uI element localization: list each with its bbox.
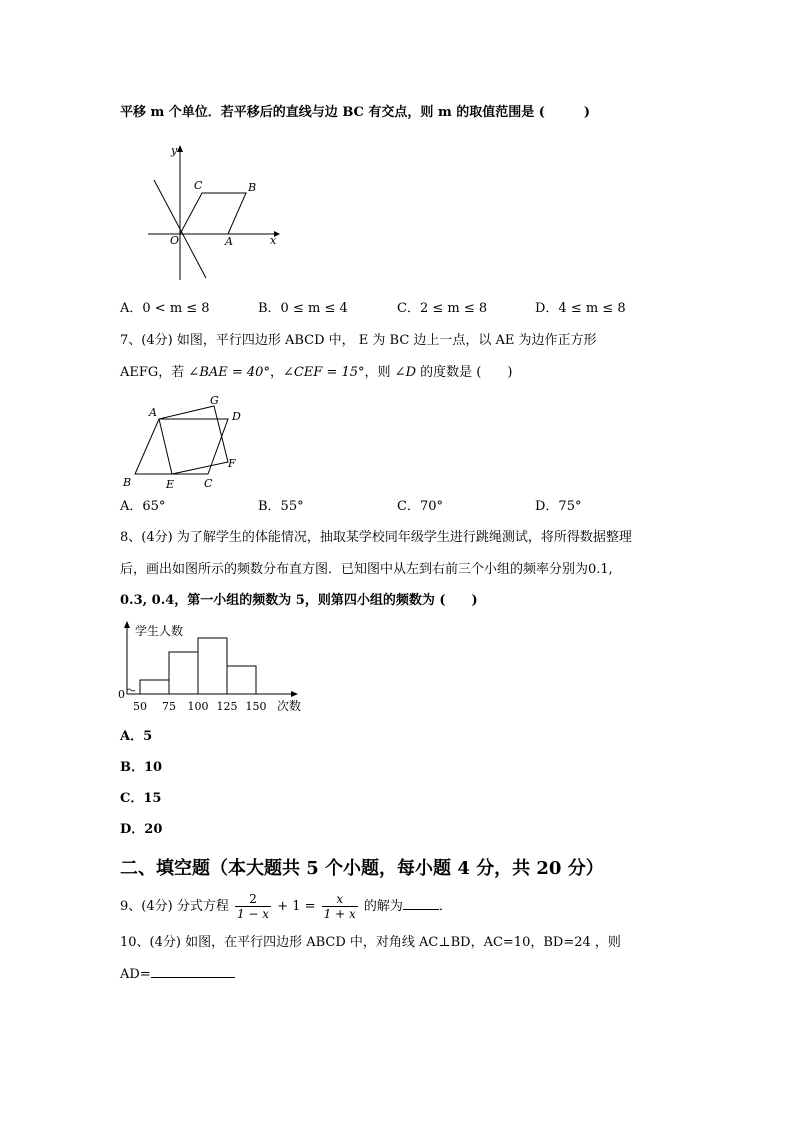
q6-y-axis-arrow [177, 145, 183, 152]
q7-label-f: F [228, 457, 236, 470]
q7-option-b[interactable]: B．55° [258, 499, 304, 514]
q7-label-a: A [149, 406, 157, 419]
q7-angle-bae: ∠BAE = 40° [188, 365, 270, 380]
q9-middle: + 1 = [277, 899, 316, 914]
q9-fraction-1 [235, 892, 271, 921]
q7-angle-cef: ∠CEF = 15° [282, 365, 365, 380]
q9-suffix: 的解为 [363, 899, 403, 914]
q8-option-b[interactable]: B．10 [120, 760, 163, 775]
q6-label-x: x [270, 234, 277, 247]
q8-stem-line-3: 0.3, 0.4，第一小组的频数为 5，则第四小组的频数为 ( ) [120, 593, 478, 608]
q7-option-d[interactable]: D．75° [535, 499, 582, 514]
q10-answer-blank[interactable] [151, 977, 235, 978]
q9-frac1-denominator: 1 − x [236, 907, 270, 921]
q7-stem-line-2 [120, 364, 512, 382]
q6-stem-line: 平移 m 个单位．若平移后的直线与边 BC 有交点，则 m 的取值范围是 ( ) [120, 105, 591, 120]
q7-line2-b: ，则 [364, 365, 395, 380]
q7-label-d: D [232, 410, 241, 423]
q6-label-b: B [248, 181, 257, 194]
q9-prefix: 9、(4分) 分式方程 [120, 899, 229, 914]
histogram-tick-label: 50 [133, 700, 147, 713]
q6-option-c[interactable]: C．2 ≤ m ≤ 8 [397, 301, 488, 316]
histogram-bar-4 [227, 666, 256, 694]
q7-line2-sep: ， [269, 365, 283, 380]
q8-x-axis-label: 次数 [277, 699, 302, 713]
q8-y-axis-arrow [124, 621, 130, 628]
q9-fraction-2 [322, 892, 358, 921]
q6-option-d[interactable]: D．4 ≤ m ≤ 8 [535, 301, 626, 316]
q8-y-axis-label: 学生人数 [135, 624, 184, 638]
q6-label-o: O [170, 234, 180, 247]
q8-option-d[interactable]: D．20 [120, 822, 163, 837]
q9-answer-blank[interactable] [403, 909, 439, 910]
q8-stem-line-2: 后，画出如图所示的频数分布直方图．已知图中从左到右前三个小组的频率分别为0.1, [120, 562, 613, 577]
q7-label-b: B [123, 476, 132, 489]
q8-option-c[interactable]: C．15 [120, 791, 162, 806]
q7-line2-a: AEFG，若 [120, 365, 189, 380]
q9-end: ． [438, 899, 452, 914]
q9-frac2-denominator: 1 + x [323, 907, 356, 921]
q7-parallelogram-square-figure [118, 392, 253, 492]
q6-label-c: C [194, 179, 203, 192]
q7-square-aefg [159, 406, 228, 474]
q7-parallelogram-abcd [135, 419, 228, 474]
q10-ad-label: AD= [120, 967, 151, 982]
histogram-tick-label: 100 [187, 700, 209, 713]
q6-coordinate-figure [140, 140, 290, 285]
histogram-tick-label: 150 [245, 700, 267, 713]
q8-origin-label: 0 [118, 688, 125, 701]
histogram-bar-2 [169, 652, 198, 694]
histogram-tick-label: 75 [162, 700, 176, 713]
q8-x-axis-arrow [291, 691, 298, 697]
q7-label-c: C [204, 477, 213, 490]
q7-option-a[interactable]: A．65° [120, 499, 166, 514]
q6-option-a[interactable]: A．0 < m ≤ 8 [120, 301, 210, 316]
q8-axis-break-mark [127, 689, 135, 691]
q7-line2-c: 的度数是 ( ) [416, 365, 513, 380]
q7-option-c[interactable]: C．70° [397, 499, 443, 514]
q6-label-y: y [171, 144, 178, 157]
q7-angle-d: ∠D [394, 365, 416, 380]
histogram-bar-3 [198, 638, 227, 694]
q9-frac1-numerator: 2 [235, 892, 271, 907]
q10-stem-line-1: 10、(4分) 如图，在平行四边形 ABCD 中，对角线 AC⊥BD，AC=10，BD=24 ，则 [120, 935, 621, 950]
q10-stem-line-2 [120, 966, 235, 984]
q7-label-g: G [210, 394, 219, 407]
q8-option-a[interactable]: A．5 [120, 729, 153, 744]
q7-stem-line-1: 7、(4分) 如图，平行四边形 ABCD 中， E 为 BC 边上一点，以 AE 为边作正方形 [120, 333, 597, 348]
section-2-heading: 二、填空题（本大题共 5 个小题，每小题 4 分，共 20 分） [120, 858, 604, 879]
q6-parallelogram-oabc [180, 193, 246, 234]
q9-stem [120, 892, 452, 922]
q6-option-b[interactable]: B．0 ≤ m ≤ 4 [258, 301, 348, 316]
histogram-bar-1 [140, 680, 169, 694]
histogram-tick-label: 125 [216, 700, 238, 713]
q6-label-a: A [225, 235, 233, 248]
q8-frequency-histogram [115, 618, 310, 718]
q9-frac2-numerator: x [322, 892, 358, 907]
q7-label-e: E [166, 478, 175, 491]
q8-stem-line-1: 8、(4分) 为了解学生的体能情况，抽取某学校同年级学生进行跳绳测试，将所得数据整理 [120, 530, 632, 545]
